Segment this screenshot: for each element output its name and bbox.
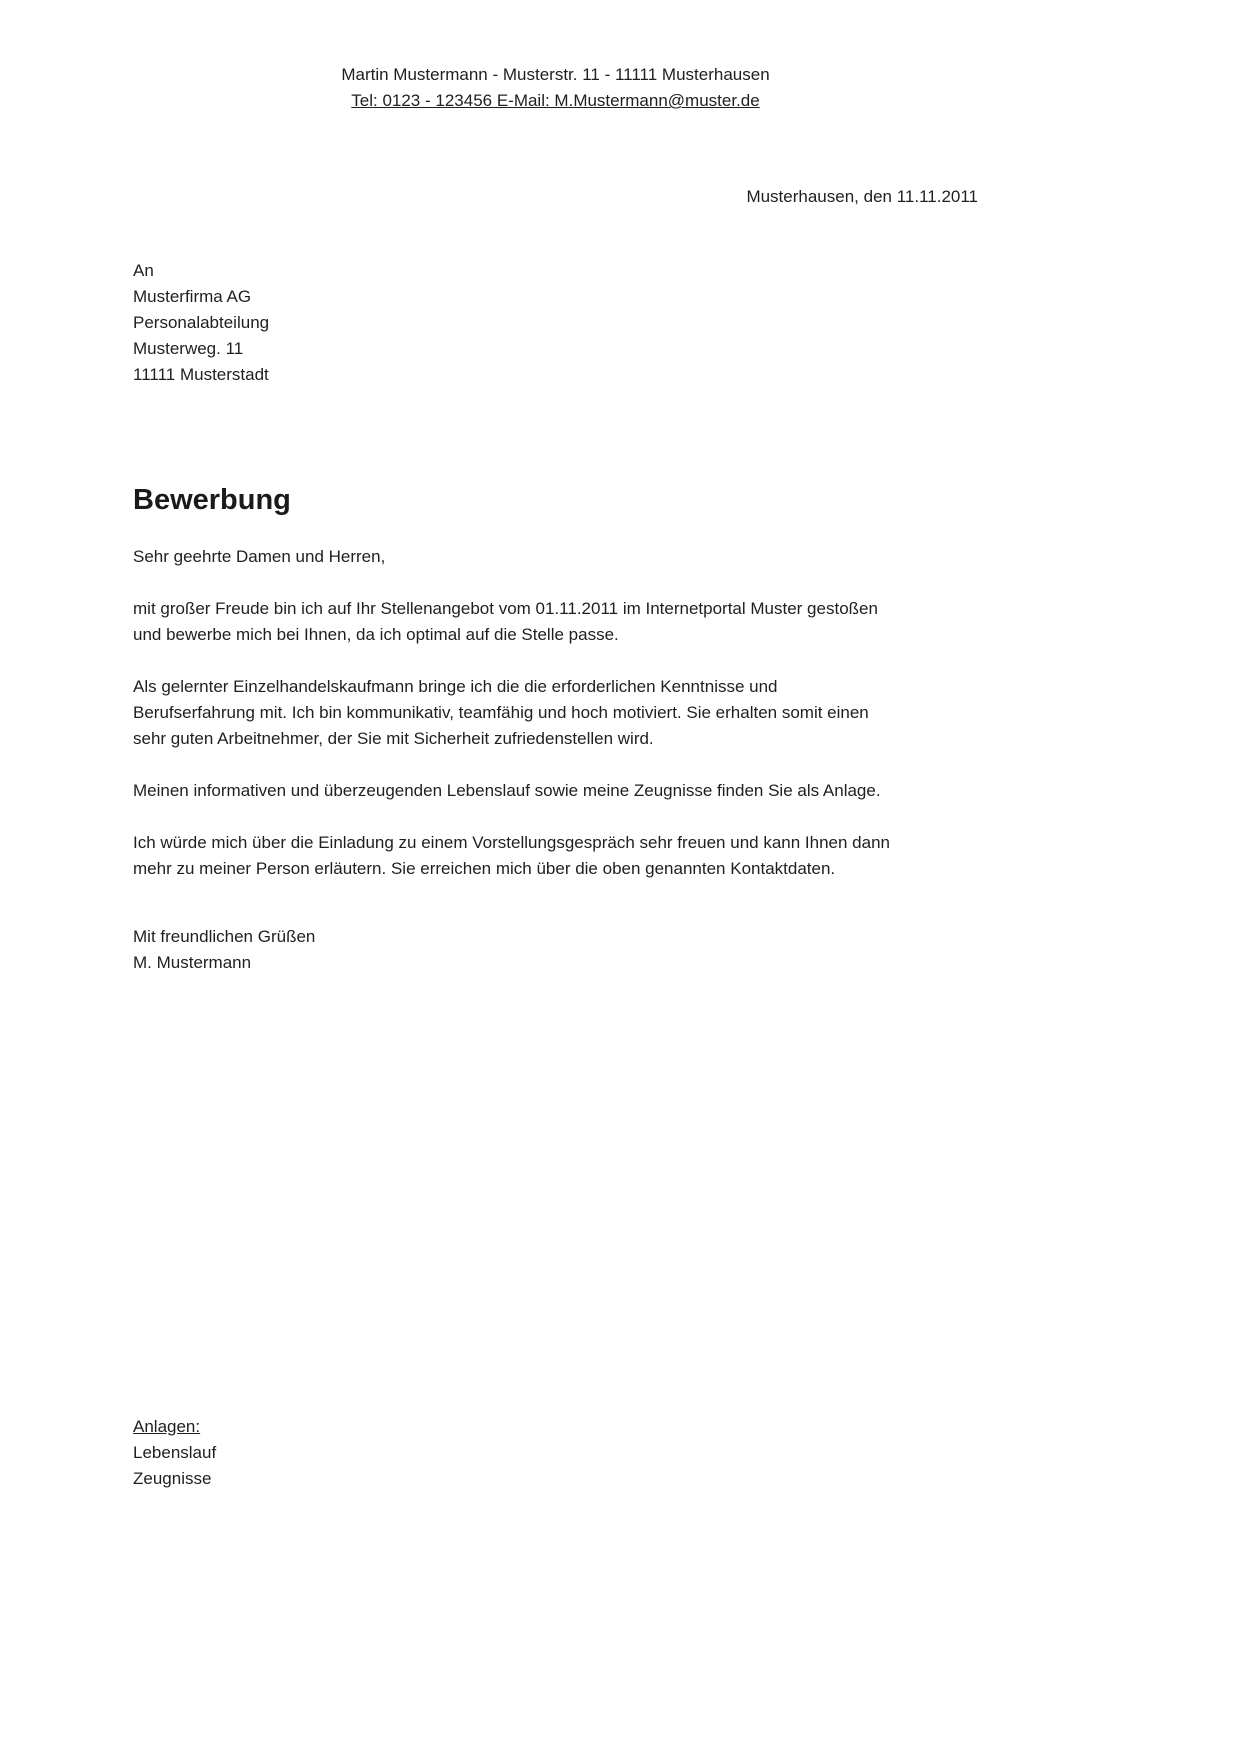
closing-line: Mit freundlichen Grüßen [133, 927, 316, 946]
attachments [133, 1414, 978, 1492]
paragraph [133, 778, 978, 804]
recipient-line: Musterfirma AG [133, 287, 252, 306]
body-line: Ich würde mich über die Einladung zu einem Vorstellungsgespräch sehr freuen und kann Ihnen dann [133, 833, 890, 852]
paragraph [133, 830, 978, 882]
attachment-item: Lebenslauf [133, 1443, 217, 1462]
body-line: Als gelernter Einzelhandelskaufmann bringe ich die die erforderlichen Kenntnisse und [133, 677, 778, 696]
attachment-item: Zeugnisse [133, 1469, 212, 1488]
recipient-address [133, 258, 978, 388]
recipient-line: Personalabteilung [133, 313, 270, 332]
body-line: mit großer Freude bin ich auf Ihr Stellenangebot vom 01.11.2011 im Internetportal Muster gestoßen [133, 599, 878, 618]
body-line: Meinen informativen und überzeugenden Lebenslauf sowie meine Zeugnisse finden Sie als Anlage. [133, 781, 881, 800]
paragraph [133, 596, 978, 648]
attachments-heading: Anlagen: [133, 1417, 201, 1436]
body-line: und bewerbe mich bei Ihnen, da ich optimal auf die Stelle passe. [133, 625, 619, 644]
salutation: Sehr geehrte Damen und Herren, [133, 547, 386, 566]
paragraph [133, 674, 978, 752]
recipient-line: Musterweg. 11 [133, 339, 244, 358]
sender-header [133, 0, 978, 114]
body-line: sehr guten Arbeitnehmer, der Sie mit Sicherheit zufriedenstellen wird. [133, 729, 654, 748]
subject-heading: Bewerbung [133, 484, 291, 516]
letter-content [133, 0, 978, 1492]
signature-name: M. Mustermann [133, 953, 252, 972]
closing [133, 924, 978, 976]
recipient-line: 11111 Musterstadt [133, 365, 269, 384]
body-line: Berufserfahrung mit. Ich bin kommunikativ, teamfähig und hoch motiviert. Sie erhalten somit einen [133, 703, 869, 722]
sender-contact-line: Tel: 0123 - 123456 E-Mail: M.Mustermann@muster.de [351, 91, 760, 110]
recipient-line: An [133, 261, 154, 280]
date-line: Musterhausen, den 11.11.2011 [746, 187, 978, 206]
body-line: mehr zu meiner Person erläutern. Sie erreichen mich über die oben genannten Kontaktdaten. [133, 859, 836, 878]
sender-address-line: Martin Mustermann - Musterstr. 11 - 11111 Musterhausen [341, 65, 770, 84]
